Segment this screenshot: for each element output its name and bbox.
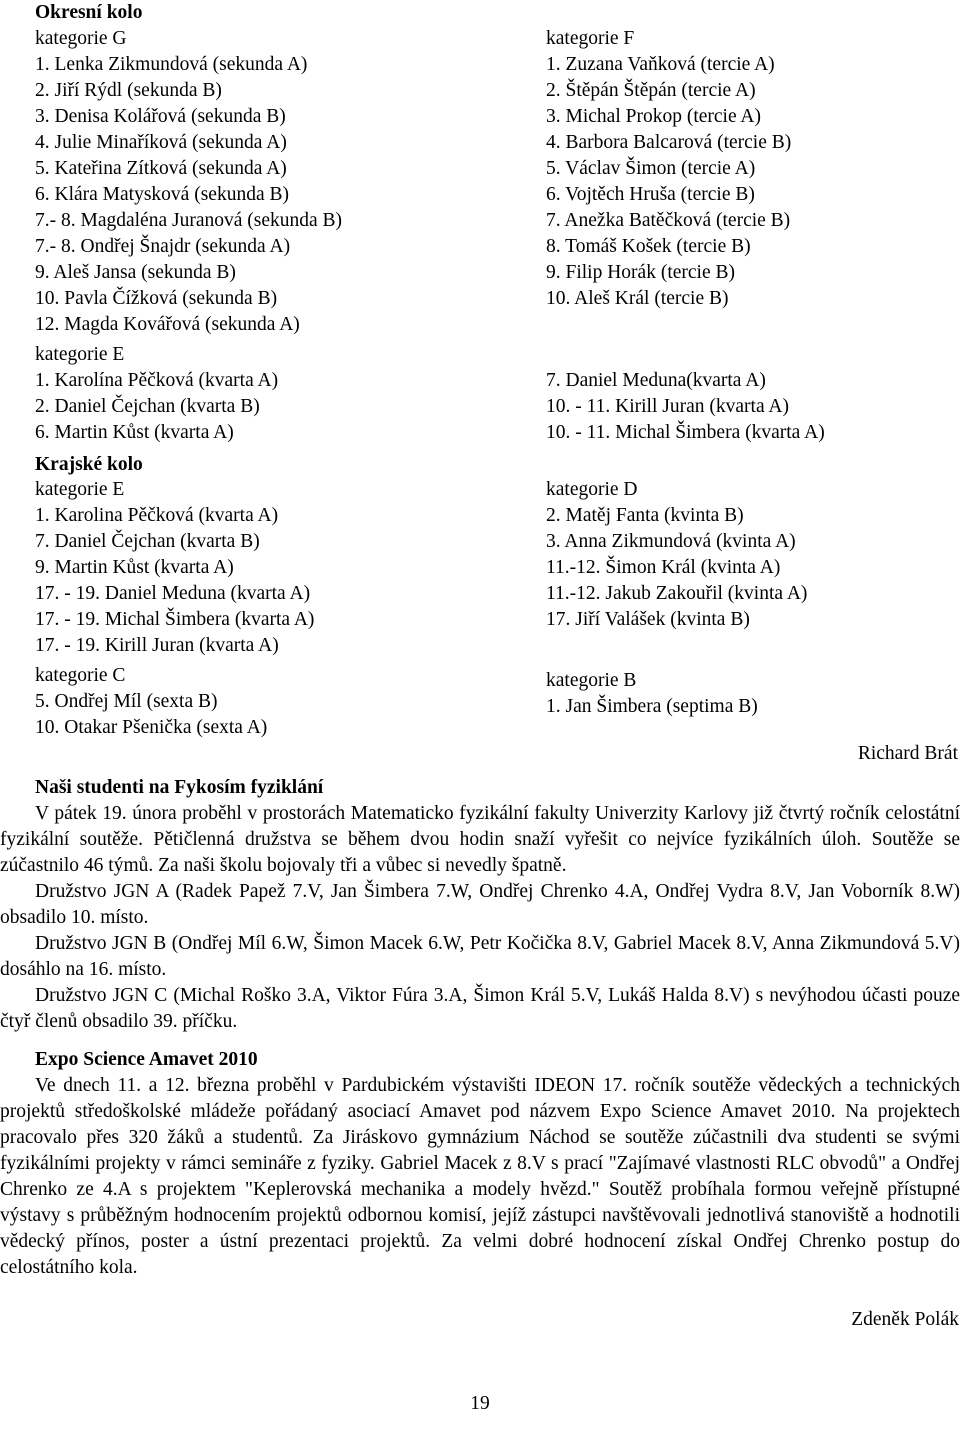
author-signature: Zdeněk Polák — [851, 1309, 959, 1330]
list-item: 17. - 19. Daniel Meduna (kvarta A) — [35, 583, 311, 604]
paragraph-text: Družstvo JGN C (Michal Roško 3.A, Viktor Fúra 3.A, Šimon Král 5.V, Lukáš Halda 8.V) s nevýhodou účasti pouze čtyř členů obsadilo 39. příčku. — [0, 985, 960, 1032]
paragraph-text: Družstvo JGN B (Ondřej Míl 6.W, Šimon Macek 6.W, Petr Kočička 8.V, Gabriel Macek 8.V, Anna Zikmundová 5.V) dosáhlo na 16. místo. — [0, 933, 960, 980]
list-item: 17. - 19. Michal Šimbera (kvarta A) — [35, 609, 315, 630]
list-item: 10. Pavla Čížková (sekunda B) — [35, 288, 278, 309]
list-item: 6. Vojtěch Hruša (tercie B) — [546, 184, 755, 205]
list-item: 4. Barbora Balcarová (tercie B) — [546, 132, 792, 153]
expo-paragraph — [0, 1073, 960, 1281]
list-item: 10. Aleš Král (tercie B) — [546, 288, 729, 309]
fykos-paragraph — [0, 879, 960, 931]
list-item: 4. Julie Minaříková (sekunda A) — [35, 132, 287, 153]
list-item: 6. Klára Matysková (sekunda B) — [35, 184, 289, 205]
list-item: 17. - 19. Kirill Juran (kvarta A) — [35, 635, 279, 656]
page-number: 19 — [470, 1393, 490, 1414]
expo-heading: Expo Science Amavet 2010 — [35, 1049, 258, 1070]
okresni-heading: Okresní kolo — [35, 2, 143, 23]
list-item: 1. Jan Šimbera (septima B) — [546, 696, 758, 717]
list-item: 9. Aleš Jansa (sekunda B) — [35, 262, 236, 283]
list-item: 7.- 8. Ondřej Šnajdr (sekunda A) — [35, 236, 291, 257]
list-item: 6. Martin Kůst (kvarta A) — [35, 422, 234, 443]
paragraph-text: Družstvo JGN A (Radek Papež 7.V, Jan Šimbera 7.W, Ondřej Chrenko 4.A, Ondřej Vydra 8.V, Jan Voborník 8.W) obsadilo 10. místo. — [0, 881, 960, 928]
list-item: 11.-12. Jakub Zakouřil (kvinta A) — [546, 583, 808, 604]
category-d-label: kategorie D — [546, 479, 638, 500]
list-item: 10. - 11. Kirill Juran (kvarta A) — [546, 396, 789, 417]
list-item: 7. Anežka Batěčková (tercie B) — [546, 210, 791, 231]
list-item: 1. Zuzana Vaňková (tercie A) — [546, 54, 775, 75]
list-item: 3. Michal Prokop (tercie A) — [546, 106, 761, 127]
list-item: 3. Anna Zikmundová (kvinta A) — [546, 531, 796, 552]
list-item: 1. Karolína Pěčková (kvarta A) — [35, 370, 279, 391]
list-item: 12. Magda Kovářová (sekunda A) — [35, 314, 300, 335]
category-f-label: kategorie F — [546, 28, 635, 49]
list-item: 5. Kateřina Zítková (sekunda A) — [35, 158, 287, 179]
fykos-paragraph — [0, 801, 960, 879]
list-item: 1. Karolina Pěčková (kvarta A) — [35, 505, 279, 526]
list-item: 2. Matěj Fanta (kvinta B) — [546, 505, 744, 526]
list-item: 7. Daniel Čejchan (kvarta B) — [35, 531, 260, 552]
list-item: 5. Ondřej Míl (sexta B) — [35, 691, 218, 712]
list-item: 7. Daniel Meduna(kvarta A) — [546, 370, 766, 391]
list-item: 2. Daniel Čejchan (kvarta B) — [35, 396, 260, 417]
krajske-heading: Krajské kolo — [35, 454, 143, 475]
list-item: 5. Václav Šimon (tercie A) — [546, 158, 756, 179]
category-e-label: kategorie E — [35, 479, 125, 500]
list-item: 10. - 11. Michal Šimbera (kvarta A) — [546, 422, 825, 443]
list-item: 17. Jiří Valášek (kvinta B) — [546, 609, 750, 630]
category-e-label: kategorie E — [35, 344, 125, 365]
list-item: 8. Tomáš Košek (tercie B) — [546, 236, 751, 257]
fykos-paragraph — [0, 983, 960, 1035]
list-item: 10. Otakar Pšenička (sexta A) — [35, 717, 268, 738]
list-item: 2. Jiří Rýdl (sekunda B) — [35, 80, 222, 101]
paragraph-text: Ve dnech 11. a 12. března proběhl v Pardubickém výstavišti IDEON 17. ročník soutěže vědeckých a technických projektů středoškolské mládeže pořádaný asociací Amavet pod názvem Expo Science Amavet 2010. Na projektech pracovalo přes 320 žáků a studentů. Za Jiráskovo gymnázium Náchod se soutěže zúčastnili dva studenti se svými fyzikálními projekty v rámci semináře z fyziky. Gabriel Macek z 8.V s prací "Zajímavé vlastnosti RLC obvodů" a Ondřej Chrenko ze 4.A s projektem "Keplerovská mechanika a modely hvězd." Soutěž probíhala formou veřejně přístupné výstavy s průběžným hodnocením projektů odbornou komisí, jejíž zástupci navštěvovali jednotlivá stanoviště a hodnotili vědecký přínos, poster a ústní prezentaci projektů. Za velmi dobré hodnocení získal Ondřej Chrenko postup do celostátního kola. — [0, 1075, 960, 1278]
list-item: 9. Filip Horák (tercie B) — [546, 262, 735, 283]
list-item: 1. Lenka Zikmundová (sekunda A) — [35, 54, 308, 75]
paragraph-text: V pátek 19. února proběhl v prostorách Matematicko fyzikální fakulty Univerzity Karlovy již čtvrtý ročník celostátní fyzikální soutěže. Pětičlenná družstva se během dvou hodin snaží vyřešit co nejvíce fyzikálních úloh. Soutěže se zúčastnilo 46 týmů. Za naši školu bojovaly tři a vůbec si nevedly špatně. — [0, 803, 960, 876]
category-g-label: kategorie G — [35, 28, 127, 49]
author-signature: Richard Brát — [857, 743, 958, 764]
list-item: 11.-12. Šimon Král (kvinta A) — [546, 557, 781, 578]
list-item: 3. Denisa Kolářová (sekunda B) — [35, 106, 286, 127]
list-item: 7.- 8. Magdaléna Juranová (sekunda B) — [35, 210, 343, 231]
fykos-heading: Naši studenti na Fykosím fyziklání — [35, 777, 324, 798]
category-b-label: kategorie B — [546, 670, 637, 691]
category-c-label: kategorie C — [35, 665, 126, 686]
fykos-paragraph — [0, 931, 960, 983]
list-item: 9. Martin Kůst (kvarta A) — [35, 557, 234, 578]
list-item: 2. Štěpán Štěpán (tercie A) — [546, 80, 756, 101]
